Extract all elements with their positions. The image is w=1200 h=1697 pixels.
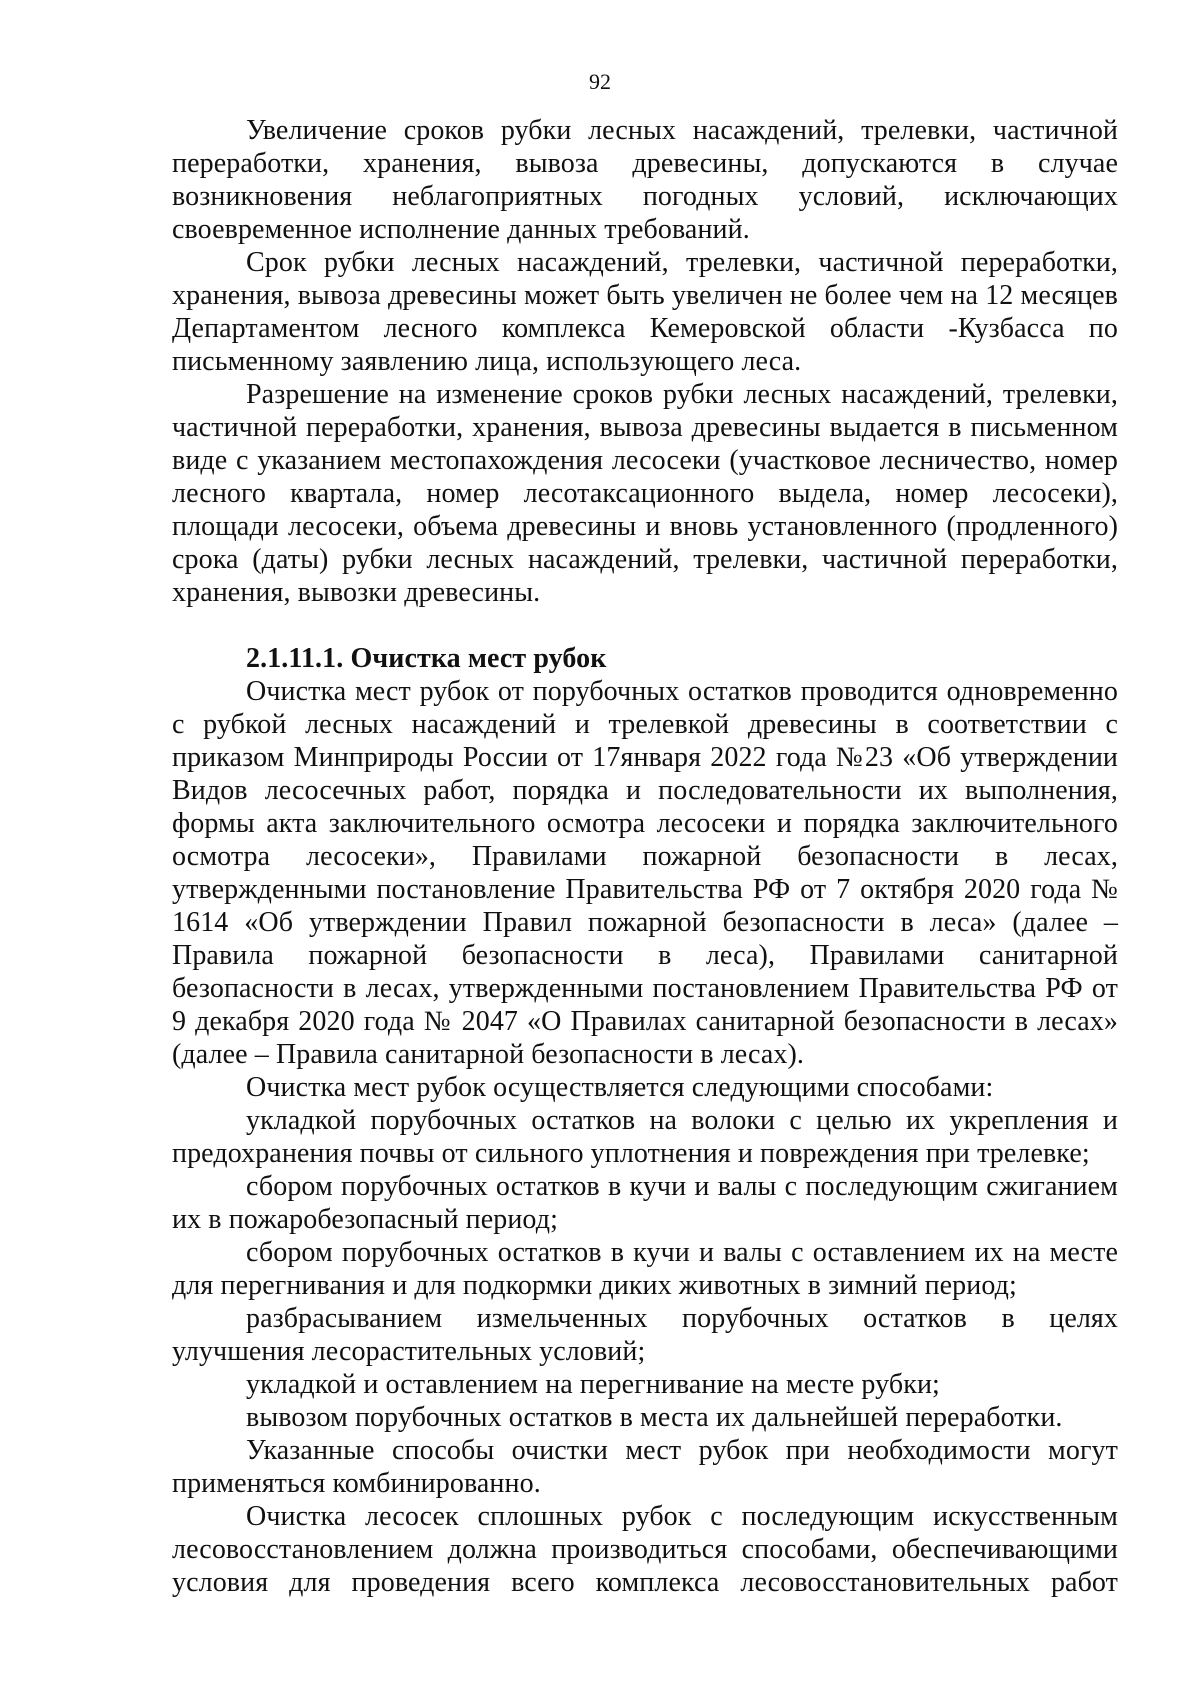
page-number: 92 [589, 69, 611, 94]
list-item-method-leave-on-site: укладкой и оставлением на перегнивание на месте рубки; [246, 1369, 940, 1400]
list-item-method-scattering: разбрасыванием измельченных порубочных остатков в целях улучшения лесорастительных условий; [172, 1303, 1118, 1367]
document-body [172, 114, 1118, 1599]
list-item-method-removal: вывозом порубочных остатков в места их дальнейшей переработки. [246, 1402, 1063, 1433]
list-item-method-burning: сбором порубочных остатков в кучи и валы с последующим сжиганием их в пожаробезопасный период; [172, 1171, 1118, 1235]
paragraph-extension-permit: Разрешение на изменение сроков рубки лесных насаждений, трелевки, частичной переработки, хранения, вывоза древесины выдается в письменном виде с указанием местопахождения лесосеки (участковое лесничество, номер лесного квартала, номер лесотаксационного выдела, номер лесосеки), площади лесосеки, объема древесины и вновь установленного (продленного) срока (даты) рубки лесных насаждений, трелевки, частичной переработки, хранения, вывозки древесины. [172, 379, 1118, 608]
paragraph-cleaning-methods-intro: Очистка мест рубок осуществляется следующими способами: [246, 1072, 994, 1103]
paragraph-clearcut-cleaning: Очистка лесосек сплошных рубок с последующим искусственным лесовосстановлением должна производиться способами, обеспечивающими условия для проведения всего комплекса лесовосстановительных работ [172, 1501, 1118, 1598]
paragraph-combined-methods: Указанные способы очистки мест рубок при необходимости могут применяться комбинированно. [172, 1435, 1118, 1499]
list-item-method-piles-rotting: сбором порубочных остатков в кучи и валы с оставлением их на месте для перегнивания и для подкормки диких животных в зимний период; [172, 1237, 1118, 1301]
paragraph-extension-limit: Срок рубки лесных насаждений, трелевки, частичной переработки, хранения, вывоза древесины может быть увеличен не более чем на 12 месяцев Департаментом лесного комплекса Кемеровской области -Кузбасса по письменному заявлению лица, использующего леса. [172, 247, 1118, 377]
list-item-method-skid-trails: укладкой порубочных остатков на волоки с целью их укрепления и предохранения почвы от сильного уплотнения и повреждения при трелевке; [172, 1105, 1118, 1169]
section-heading: 2.1.11.1. Очистка мест рубок [246, 643, 607, 674]
paragraph-extension-conditions: Увеличение сроков рубки лесных насаждений, трелевки, частичной переработки, хранения, вывоза древесины, допускаются в случае возникновения неблагоприятных погодных условий, исключающих своевременное исполнение данных требований. [172, 115, 1118, 245]
paragraph-cleaning-regulations: Очистка мест рубок от порубочных остатков проводится одновременно с рубкой лесных насаждений и трелевкой древесины в соответствии с приказом Минприроды России от 17января 2022 года №23 «Об утверждении Видов лесосечных работ, порядка и последовательности их выполнения, формы акта заключительного осмотра лесосеки и порядка заключительного осмотра лесосеки», Правилами пожарной безопасности в лесах, утвержденными постановление Правительства РФ от 7 октября 2020 года № 1614 «Об утверждении Правил пожарной безопасности в леса» (далее – Правила пожарной безопасности в леса), Правилами санитарной безопасности в лесах, утвержденными постановлением Правительства РФ от 9 декабря 2020 года № 2047 «О Правилах санитарной безопасности в лесах» (далее – Правила санитарной безопасности в лесах). [172, 676, 1118, 1070]
